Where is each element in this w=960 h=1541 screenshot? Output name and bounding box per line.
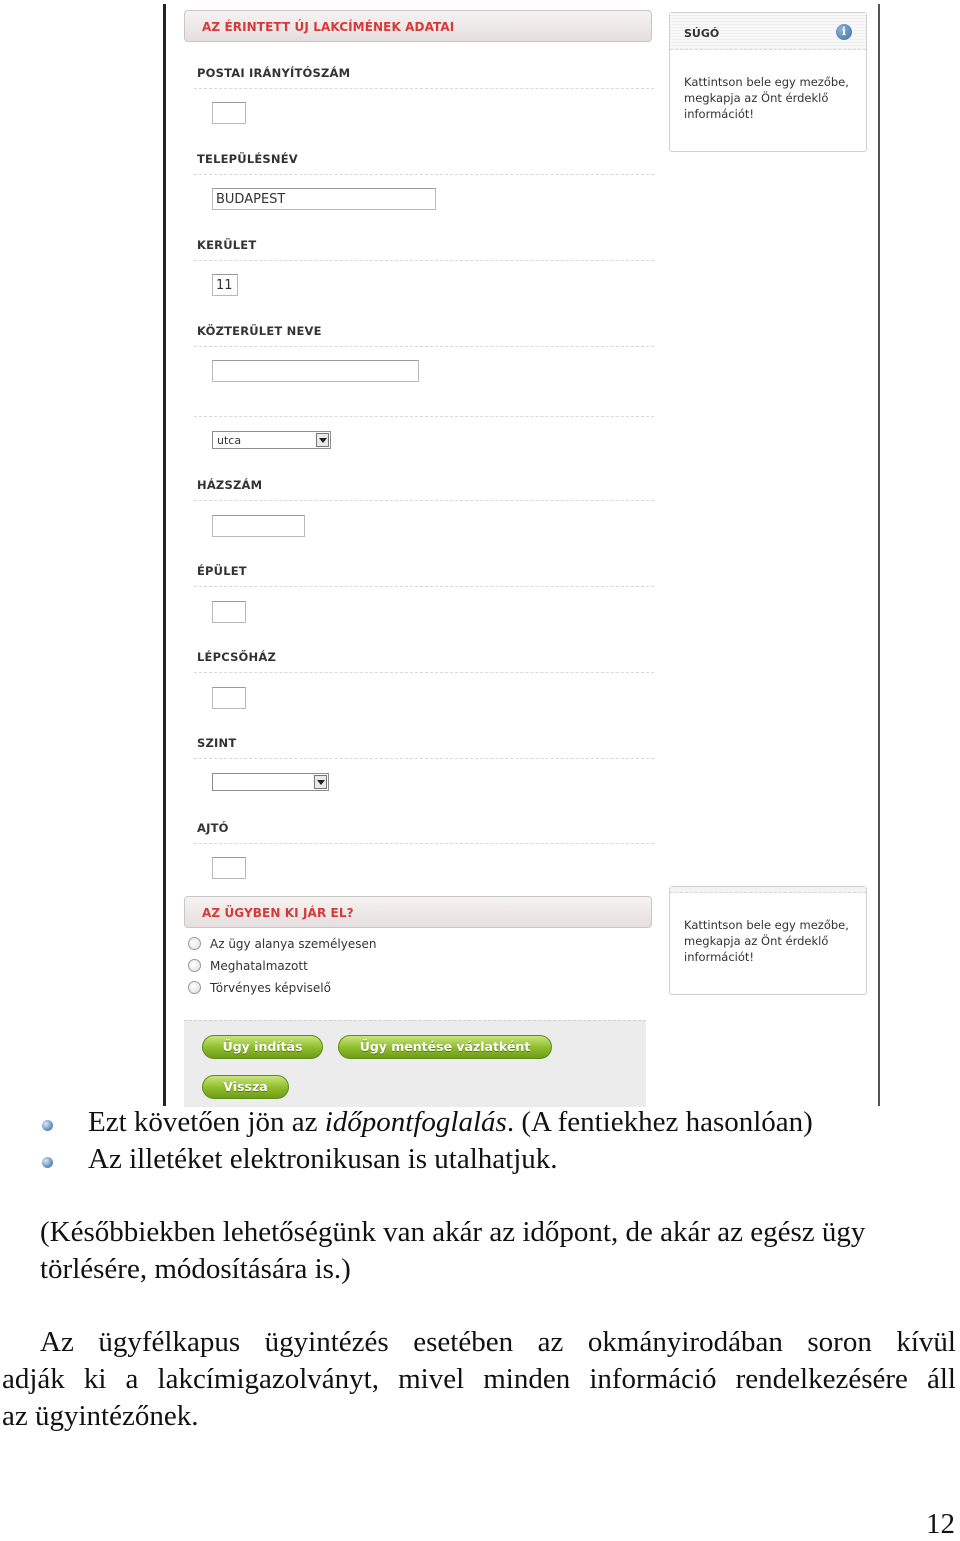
street-name-input[interactable] [212, 360, 419, 382]
text: Ezt követően jön az [88, 1106, 325, 1138]
city-label: TELEPÜLÉSNÉV [197, 152, 298, 166]
bullet-item-appointment [88, 1106, 813, 1139]
text: . (A fentiekhez hasonlóan) [506, 1106, 813, 1138]
bullet-icon [42, 1120, 53, 1131]
district-input[interactable] [212, 274, 238, 296]
emphasis-text: időpontfoglalás [324, 1106, 507, 1138]
street-type-select[interactable] [212, 431, 331, 449]
radio-button[interactable] [188, 937, 201, 950]
postal-code-label: POSTAI IRÁNYÍTÓSZÁM [197, 66, 351, 80]
divider [194, 758, 654, 759]
paragraph-line: adják ki a lakcímigazolványt, mivel minden információ rendelkezésére áll [2, 1363, 956, 1395]
paragraph-line: Az ügyfélkapus ügyintézés esetében az okmányirodában soron kívül [40, 1326, 956, 1358]
save-draft-button[interactable]: Ügy mentése vázlatként [338, 1035, 552, 1059]
divider [194, 843, 654, 844]
section-title: AZ ÉRINTETT ÚJ LAKCÍMÉNEK ADATAI [202, 20, 455, 34]
help-header [670, 13, 866, 50]
radio-button[interactable] [188, 959, 201, 972]
help-text-line: Kattintson bele egy mezőbe, [684, 75, 849, 89]
start-case-button[interactable]: Ügy indítás [202, 1035, 323, 1059]
street-name-label: KÖZTERÜLET NEVE [197, 324, 322, 338]
street-type-value: utca [217, 434, 242, 447]
divider [194, 260, 654, 261]
divider [194, 174, 654, 175]
help-text-line: megkapja az Önt érdeklő [684, 91, 829, 105]
help-text-line: megkapja az Önt érdeklő [684, 934, 829, 948]
paragraph-line: (Későbbiekben lehetőségünk van akár az időpont, de akár az egész ügy [40, 1216, 866, 1248]
building-label: ÉPÜLET [197, 564, 247, 578]
divider [194, 586, 654, 587]
building-input[interactable] [212, 601, 246, 623]
staircase-input[interactable] [212, 687, 246, 709]
dropdown-arrow-icon[interactable] [314, 775, 327, 789]
floor-label: SZINT [197, 736, 237, 750]
bullet-icon [42, 1157, 53, 1168]
postal-code-input[interactable] [212, 102, 246, 124]
help-text-line: információt! [684, 107, 755, 121]
staircase-label: LÉPCSŐHÁZ [197, 650, 276, 664]
help-box-2 [669, 886, 867, 995]
divider [194, 416, 654, 417]
house-number-label: HÁZSZÁM [197, 478, 263, 492]
help-text-line: Kattintson bele egy mezőbe, [684, 918, 849, 932]
action-area [184, 1020, 646, 1107]
page-number: 12 [926, 1508, 955, 1540]
radio-label: Törvényes képviselő [210, 981, 331, 995]
divider [194, 346, 654, 347]
section-header-new-address [184, 10, 652, 42]
paragraph-line: az ügyintézőnek. [2, 1400, 199, 1432]
radio-label: Az ügy alanya személyesen [210, 937, 377, 951]
radio-button[interactable] [188, 981, 201, 994]
floor-select[interactable] [212, 773, 329, 791]
door-input[interactable] [212, 857, 246, 879]
help-box [669, 12, 867, 152]
help-text [684, 917, 859, 965]
form-screenshot [163, 4, 880, 1106]
city-input[interactable] [212, 188, 436, 210]
info-icon[interactable]: i [836, 24, 852, 40]
radio-label: Meghatalmazott [210, 959, 308, 973]
bullet-item-fee: Az illetéket elektronikusan is utalhatjuk. [88, 1143, 558, 1175]
section-title: AZ ÜGYBEN KI JÁR EL? [202, 906, 354, 920]
house-number-input[interactable] [212, 515, 305, 537]
dropdown-arrow-icon[interactable] [316, 433, 329, 447]
back-button[interactable]: Vissza [202, 1075, 289, 1099]
help-header-strip [670, 887, 866, 893]
door-label: AJTÓ [197, 821, 229, 835]
help-text-line: információt! [684, 950, 755, 964]
district-label: KERÜLET [197, 238, 257, 252]
divider [194, 88, 654, 89]
help-title: SÚGÓ [684, 27, 720, 40]
divider [194, 672, 654, 673]
paragraph-line: törlésére, módosítására is.) [40, 1253, 351, 1285]
section-header-who-acts [184, 896, 652, 928]
help-text [684, 74, 859, 122]
divider [194, 500, 654, 501]
